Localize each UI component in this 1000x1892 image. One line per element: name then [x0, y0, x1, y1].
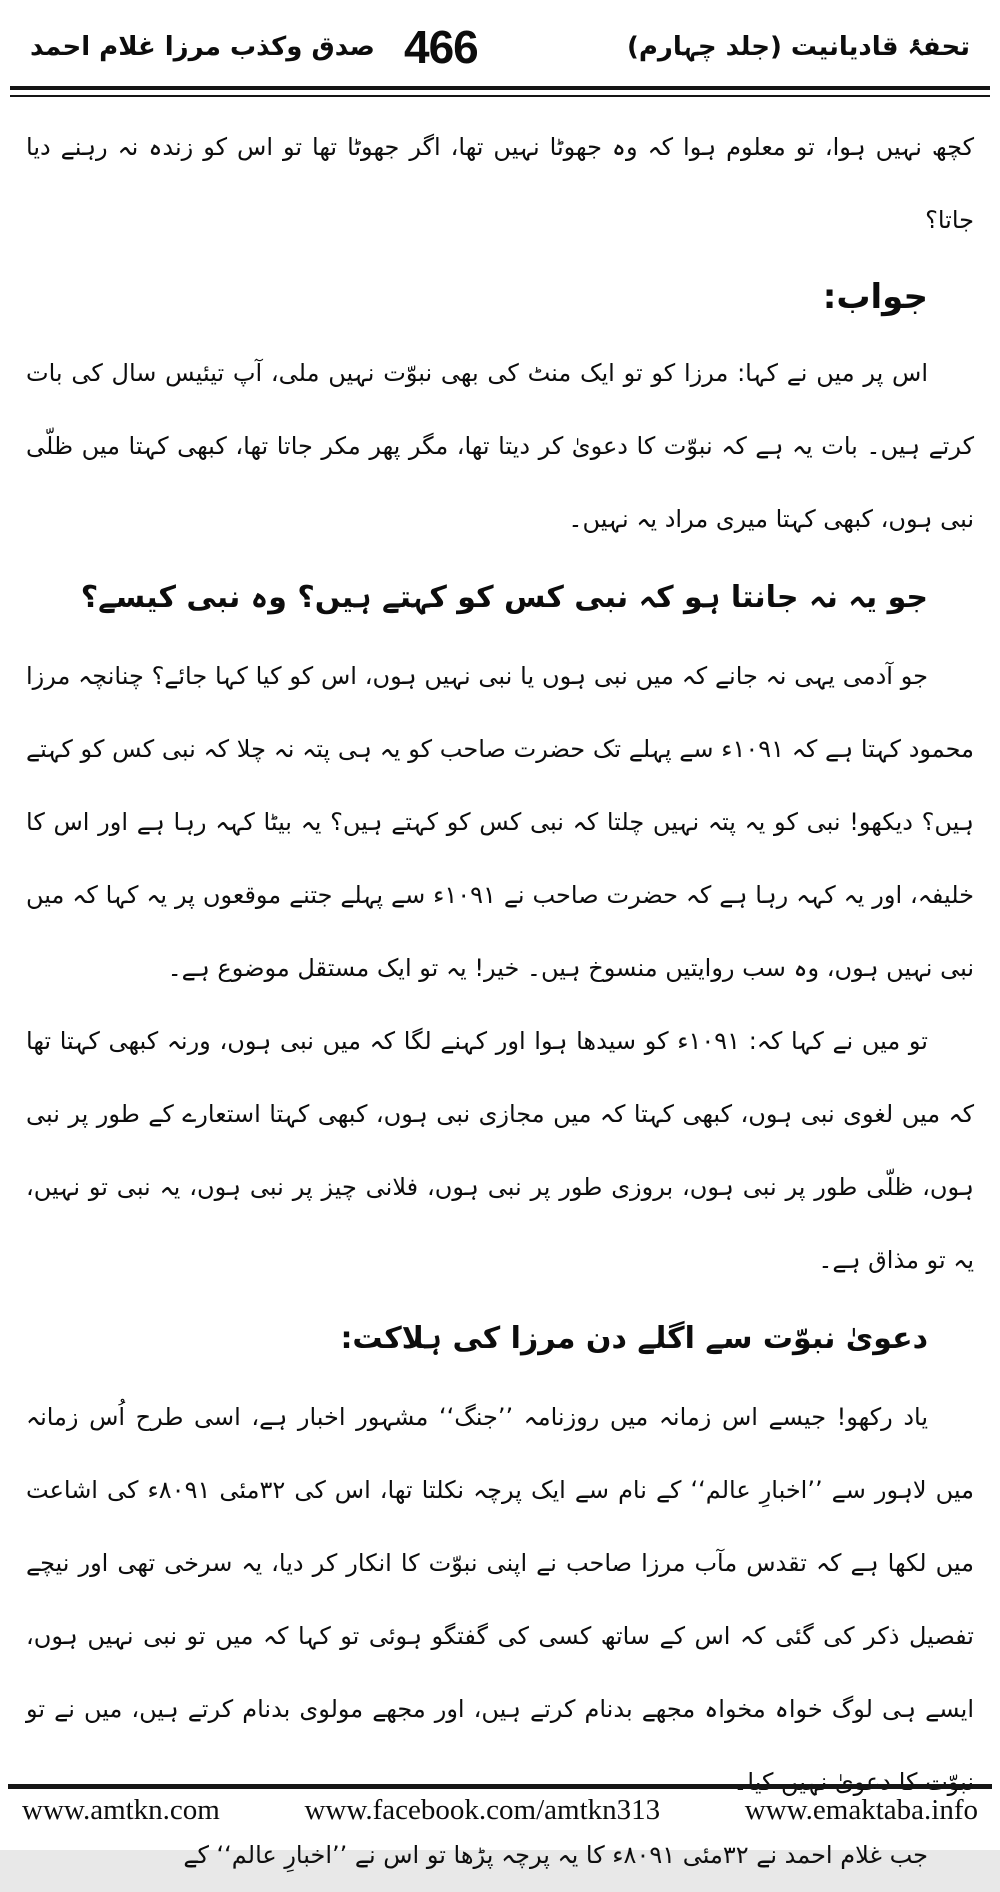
paragraph-continuation-line: کچھ نہیں ہوا، تو معلوم ہوا کہ وہ جھوٹا نہیں تھا، اگر جھوٹا تھا تو اس کو زندہ نہ رہنے دیا جاتا؟ [26, 133, 974, 234]
paragraph-last-partial: جب غلام احمد نے ۳۲مئی ۸۰۹۱ء کا یہ پرچہ پڑھا تو اس نے ’’اخبارِ عالم‘‘ کے [183, 1841, 928, 1869]
footer-emaktaba-url: www.emaktaba.info [744, 1794, 978, 1826]
paragraph: اس پر میں نے کہا: مرزا کو تو ایک منٹ کی بھی نبوّت نہیں ملی، آپ تیئیس سال کی بات کرتے ہیں۔ بات یہ ہے کہ نبوّت کا دعویٰ کر دیتا تھا، مگر پھر مکر جاتا تھا، کبھی کہتا میں ظلّی نبی ہوں، کبھی کہتا میری مراد یہ نہیں۔ [26, 359, 975, 533]
page-number: 466 [404, 21, 478, 73]
section-heading: جو یہ نہ جانتا ہو کہ نبی کس کو کہتے ہیں؟ وہ نبی کیسے؟ [80, 580, 928, 615]
paragraph: تو میں نے کہا کہ: ۱۰۹۱ء کو سیدھا ہوا اور کہنے لگا کہ میں نبی ہوں، ورنہ کبھی کہتا تھا کہ میں لغوی نبی ہوں، کبھی کہتا کہ میں مجازی نبی ہوں، کبھی کہتا استعارے کے طور پر نبی ہوں، ظلّی طور پر نبی ہوں، بروزی طور پر نبی ہوں، فلانی چیز پر نبی ہوں، یہ نبی تو نہیں، یہ تو مذاق ہے۔ [26, 1027, 974, 1274]
heading-answer: جواب: [822, 277, 928, 317]
section-heading: دعویٰ نبوّت سے اگلے دن مرزا کی ہلاکت: [340, 1321, 928, 1356]
page-header [0, 0, 1000, 82]
paragraph: جو آدمی یہی نہ جانے کہ میں نبی ہوں یا نبی نہیں ہوں، اس کو کیا کہا جائے؟ چنانچہ مرزا محمود کہتا ہے کہ ۱۰۹۱ء سے پہلے تک حضرت صاحب کو یہ ہی پتہ نہ چلا کہ نبی کس کو کہتے ہیں؟ دیکھو! نبی کو یہ پتہ نہیں چلتا کہ نبی کس کو کہتے ہیں؟ یہ بیٹا کہہ رہا ہے اور اس کا خلیفہ، اور یہ کہہ رہا ہے کہ حضرت صاحب نے ۱۰۹۱ء سے پہلے جتنے موقعوں پر یہ کہا کہ میں نبی نہیں ہوں، وہ سب روایتیں منسوخ ہیں۔ خیر! یہ تو ایک مستقل موضوع ہے۔ [26, 662, 975, 982]
header-divider [10, 86, 990, 97]
footer-facebook-url: www.facebook.com/amtkn313 [304, 1794, 661, 1826]
header-book-title: تحفۂ قادیانیت (جلد چہارم) [626, 32, 970, 62]
footer-website-url: www.amtkn.com [22, 1794, 220, 1826]
header-chapter-title: صدق وکذب مرزا غلام احمد [30, 32, 375, 62]
footer-links [0, 1794, 1000, 1827]
footer-divider [8, 1784, 992, 1789]
body-text [0, 97, 1000, 1892]
paragraph: یاد رکھو! جیسے اس زمانہ میں روزنامہ ’’جنگ‘‘ مشہور اخبار ہے، اسی طرح اُس زمانہ میں لاہور سے ’’اخبارِ عالم‘‘ کے نام سے ایک پرچہ نکلتا تھا، اس کی ۳۲مئی ۸۰۹۱ء کی اشاعت میں لکھا ہے کہ تقدس مآب مرزا صاحب نے اپنی نبوّت کا انکار کر دیا، یہ سرخی تھی اور نیچے تفصیل ذکر کی گئی کہ اس کے ساتھ کسی کی گفتگو ہوئی تو کہا کہ میں تو نبی نہیں ہوں، ایسے ہی لوگ خواہ مخواہ مجھے بدنام کرتے ہیں، اور مجھے مولوی بدنام کرتے ہیں، میں نے تو نبوّت کا دعویٰ نہیں کیا۔ [26, 1403, 975, 1796]
